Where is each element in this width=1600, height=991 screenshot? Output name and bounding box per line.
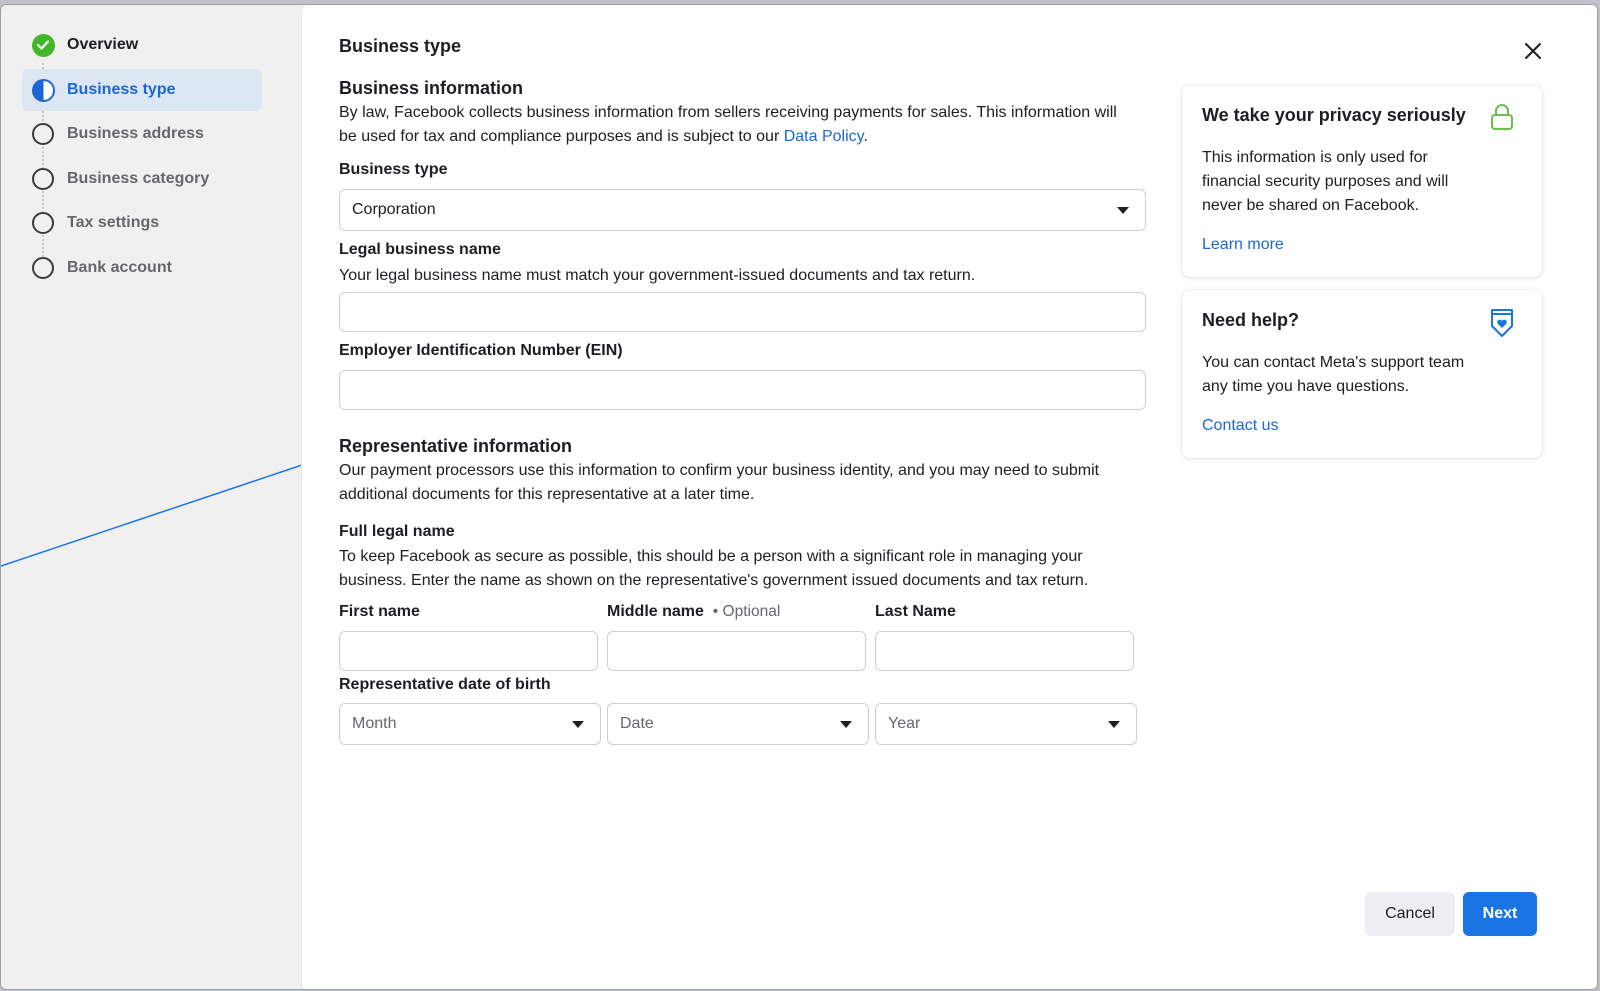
step-label: Business category [67,170,210,187]
legal-name-help: Your legal business name must match your government-issued documents and tax return. [339,267,976,284]
business-type-select[interactable] [339,189,1146,231]
representative-description: Our payment processors use this information to confirm your business identity, and you may need to submit additional documents for this representative at a later time. [339,462,1100,503]
middle-name-text: Middle name [607,603,704,620]
description-text: By law, Facebook collects business information from sellers receiving payments for sales. This information will be used for tax and compliance purposes and is subject to our [339,104,1117,145]
step-label: Business type [67,81,176,98]
help-card-title: Need help? [1202,310,1300,330]
legal-business-name-input[interactable] [339,292,1146,332]
ein-input[interactable] [339,370,1146,410]
privacy-card [1182,85,1542,277]
contact-us-link[interactable]: Contact us [1202,417,1279,434]
optional-tag: • Optional [712,603,781,620]
privacy-card-title: We take your privacy seriously [1202,105,1466,125]
step-label: Bank account [67,259,172,276]
dob-label: Representative date of birth [339,676,551,693]
year-select[interactable] [875,703,1137,745]
date-select[interactable] [607,703,869,745]
business-info-description [339,101,1139,149]
form-panel [301,5,1598,990]
chevron-down-icon [572,721,584,728]
data-policy-link[interactable]: Data Policy [783,128,864,145]
step-label: Overview [67,36,139,53]
business-type-value: Corporation [352,201,436,218]
full-name-help: To keep Facebook as secure as possible, this should be a person with a significant role in managing your business. Enter the name as shown on the representative's government issued documents and tax return. [339,548,1089,589]
chevron-down-icon [1108,721,1120,728]
legal-name-label: Legal business name [339,241,501,258]
annotation-line [1,5,311,585]
full-name-label: Full legal name [339,523,455,540]
lock-icon [1490,103,1514,136]
date-placeholder: Date [620,715,654,732]
last-name-label: Last Name [875,603,956,620]
ein-label: Employer Identification Number (EIN) [339,342,623,359]
last-name-input[interactable] [875,631,1134,671]
description-end: . [863,128,868,145]
page-title: Business type [339,36,462,56]
chevron-down-icon [1117,207,1129,214]
privacy-card-body: This information is only used for financial security purposes and will never be shared on Facebook. [1202,149,1449,214]
year-placeholder: Year [888,715,921,732]
chevron-down-icon [840,721,852,728]
month-select[interactable] [339,703,601,745]
first-name-label: First name [339,603,420,620]
help-card [1182,290,1542,458]
month-placeholder: Month [352,715,397,732]
help-card-body: You can contact Meta's support team any time you have questions. [1202,354,1465,395]
close-icon [1520,38,1546,64]
app-window [0,4,1598,990]
business-type-label: Business type [339,161,448,178]
step-label: Tax settings [67,214,160,231]
first-name-input[interactable] [339,631,598,671]
middle-name-input[interactable] [607,631,866,671]
shield-heart-icon [1490,308,1514,343]
step-label: Business address [67,125,204,142]
business-info-heading: Business information [339,78,524,98]
next-button[interactable]: Next [1463,892,1537,936]
representative-heading: Representative information [339,436,573,456]
cancel-button[interactable]: Cancel [1365,892,1455,936]
close-button[interactable] [1520,38,1546,64]
learn-more-link[interactable]: Learn more [1202,236,1284,253]
middle-name-label [607,603,780,621]
